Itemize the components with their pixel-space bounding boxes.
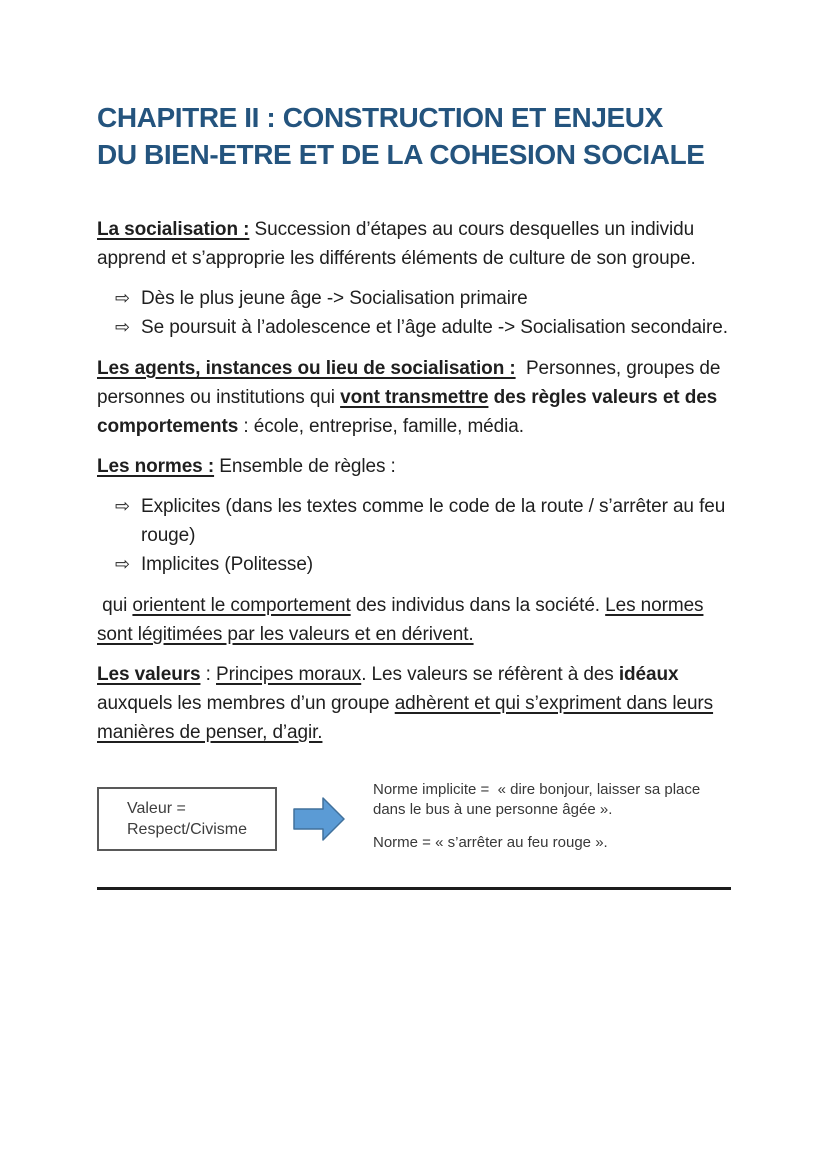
bullet-item xyxy=(115,492,731,550)
text-run: Ensemble de règles : xyxy=(214,456,396,477)
text-run: . Les valeurs se réfèrent à des xyxy=(361,664,619,685)
norme-implicite-note: Norme implicite = « dire bonjour, laisser sa place dans le bus à une personne âgée ». xyxy=(373,781,701,818)
text-run: Explicites (dans les textes comme le code de la route / s’arrêter au feu rouge) xyxy=(141,496,726,546)
paragraph-orientent xyxy=(97,591,731,649)
text-run: Dès le plus jeune âge -> Socialisation primaire xyxy=(141,288,528,309)
footer-divider xyxy=(97,887,731,890)
paragraph-valeurs xyxy=(97,660,731,747)
bullet-text xyxy=(141,550,731,579)
text-run: orientent le comportement xyxy=(132,595,351,616)
chapter-title xyxy=(97,99,731,173)
text-run: : école, entreprise, famille, média. xyxy=(238,416,524,437)
document-body xyxy=(97,215,731,747)
bullet-text xyxy=(141,313,731,342)
text-run: La socialisation : xyxy=(97,219,250,240)
arrow-bullet-icon: ⇨ xyxy=(115,554,130,575)
bullet-item xyxy=(115,313,731,342)
valeur-norme-diagram xyxy=(97,779,731,866)
text-run: Les valeurs xyxy=(97,664,201,685)
valeur-box xyxy=(97,787,277,851)
text-run: auxquels les membres d’un groupe xyxy=(97,693,395,714)
valeur-box-text xyxy=(127,798,247,840)
paragraph-socialisation xyxy=(97,215,731,273)
bullet-item xyxy=(115,550,731,579)
bullets-normes xyxy=(97,492,731,579)
text-run: idéaux xyxy=(618,664,679,685)
text-run: Implicites (Politesse) xyxy=(141,554,314,575)
right-block-arrow-shape xyxy=(294,798,344,840)
valeur-box-line2: Respect/Civisme xyxy=(126,821,248,838)
text-run: Se poursuit à l’adolescence et l’âge adulte -> Socialisation secondaire. xyxy=(141,317,728,338)
text-run: Les agents, instances ou lieu de socialisation : xyxy=(97,358,516,379)
bullets-socialisation xyxy=(97,284,731,342)
right-block-arrow-icon xyxy=(293,796,345,842)
text-run: qui xyxy=(97,595,133,616)
text-run: Succession d’étapes au cours desquelles un individu apprend et s’approprie les différents éléments de culture de son groupe. xyxy=(97,219,696,269)
chapter-title-line2: DU BIEN-ETRE ET DE LA COHESION SOCIALE xyxy=(97,139,705,170)
arrow-bullet-icon: ⇨ xyxy=(115,317,130,338)
bullet-text xyxy=(141,284,731,313)
text-run: Principes moraux xyxy=(216,664,362,685)
text-run: vont transmettre xyxy=(340,387,489,408)
text-run: Les normes sont légitimées par les valeurs et en dérivent. xyxy=(97,595,704,645)
text-run: adhèrent et qui s’expriment dans leurs manières de penser, d’agir. xyxy=(97,693,714,743)
chapter-title-line1: CHAPITRE II : CONSTRUCTION ET ENJEUX xyxy=(97,102,663,133)
paragraph-agents xyxy=(97,354,731,441)
bullet-item xyxy=(115,284,731,313)
diagram-notes xyxy=(373,779,731,866)
paragraph-normes xyxy=(97,452,731,481)
arrow-bullet-icon: ⇨ xyxy=(115,288,130,309)
text-run: des individus dans la société. xyxy=(350,595,606,616)
text-run: des règles valeurs et des comportements xyxy=(97,387,718,437)
text-run: : xyxy=(200,664,217,685)
text-run: Personnes, groupes de personnes ou institutions qui xyxy=(97,358,721,408)
norme-note: Norme = « s’arrêter au feu rouge ». xyxy=(373,834,608,851)
arrow-bullet-icon: ⇨ xyxy=(115,496,130,517)
text-run: Les normes : xyxy=(97,456,215,477)
valeur-box-line1: Valeur = xyxy=(126,800,186,817)
bullet-text xyxy=(141,492,731,550)
